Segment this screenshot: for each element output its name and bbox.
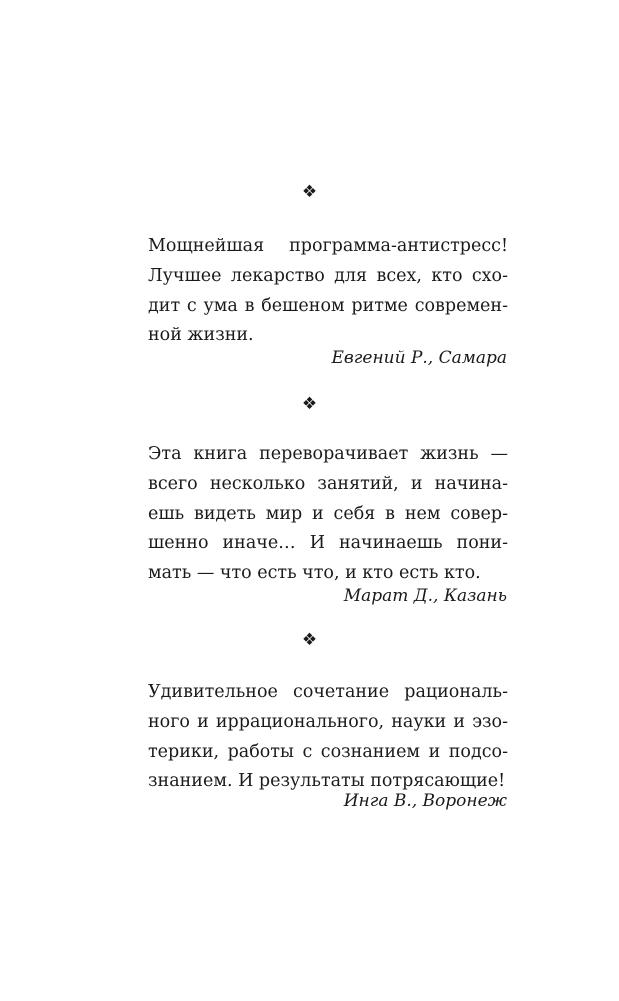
review-author: Марат Д., Казань	[343, 586, 507, 606]
quote-line: дит с ума в бешеном ритме современ-	[148, 295, 508, 316]
quote-line: шенно иначе… И начинаешь пони-	[148, 533, 508, 554]
ornament-divider: ❖	[301, 394, 318, 414]
review-quote	[148, 232, 508, 351]
quote-line: мать — что есть что, и кто есть кто.	[148, 563, 481, 584]
quote-line: ной жизни.	[148, 325, 254, 346]
review-quote	[148, 678, 508, 797]
ornament-divider: ❖	[301, 182, 318, 202]
quote-line: ешь видеть мир и себя в нем совер-	[148, 503, 508, 524]
ornament-divider: ❖	[301, 630, 318, 650]
quote-line: ного и иррационального, науки и эзо-	[148, 711, 508, 732]
quote-line: Мощнейшая программа-антистресс!	[148, 236, 508, 256]
quote-line: терики, работы с сознанием и подсо-	[148, 741, 508, 762]
quote-line: Удивительное сочетание рациональ-	[148, 682, 508, 702]
review-quote	[148, 440, 508, 589]
quote-line: знанием. И результаты потрясающие!	[148, 771, 506, 792]
quote-line: Эта книга переворачивает жизнь —	[148, 444, 508, 464]
review-author: Инга В., Воронеж	[343, 791, 507, 811]
quote-line: всего несколько занятий, и начина-	[148, 473, 508, 494]
quote-line: Лучшее лекарство для всех, кто схо-	[148, 265, 508, 286]
review-author: Евгений Р., Самара	[331, 348, 507, 368]
